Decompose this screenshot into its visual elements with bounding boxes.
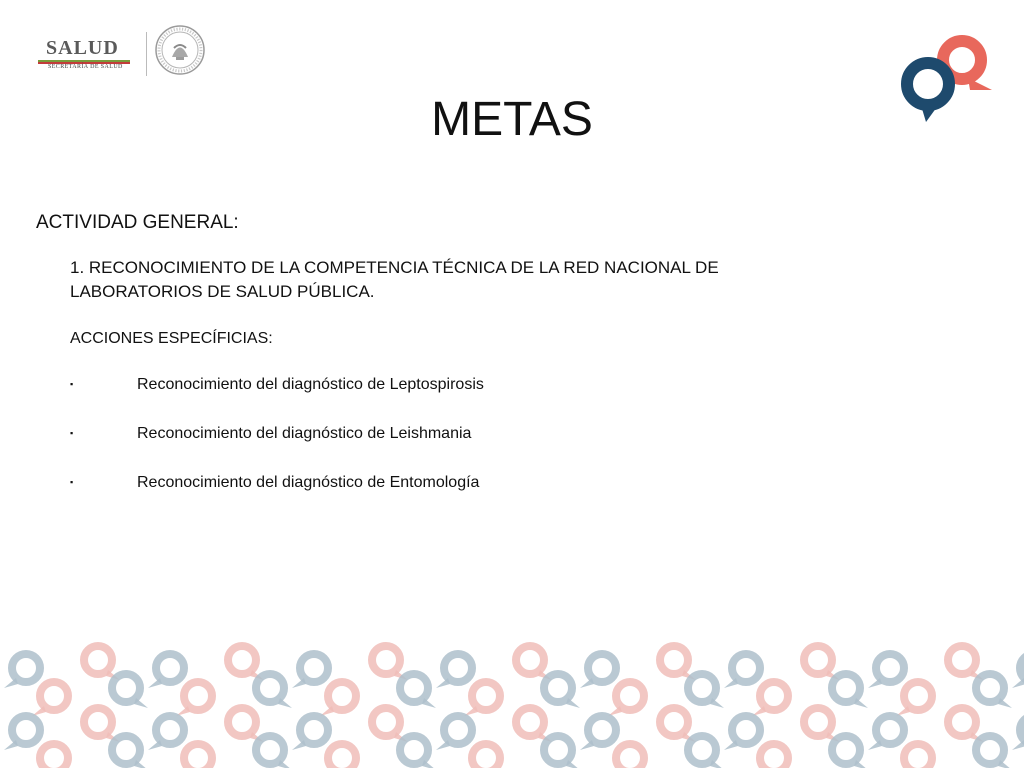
pattern-ring: [876, 716, 904, 744]
pattern-ring: [688, 736, 716, 764]
pattern-ring: [544, 736, 572, 764]
list-item: [36, 425, 936, 474]
pattern-ring-tail: [134, 760, 148, 768]
pattern-ring-tail: [854, 698, 868, 708]
pattern-ring: [732, 654, 760, 682]
pattern-ring: [400, 674, 428, 702]
pattern-ring: [184, 682, 212, 710]
slide-title: METAS: [431, 93, 593, 146]
national-seal-icon: [154, 24, 206, 76]
pattern-ring: [300, 654, 328, 682]
actions-heading: ACCIONES ESPECÍFICIAS:: [70, 330, 273, 347]
pattern-ring: [12, 654, 40, 682]
pattern-ring: [760, 682, 788, 710]
pattern-ring-tail: [148, 740, 162, 750]
pattern-ring: [904, 744, 932, 768]
list-item-text: Reconocimiento del diagnóstico de Entomología: [137, 474, 480, 491]
pattern-ring-tail: [4, 678, 18, 688]
salud-logo-word: SALUD: [46, 37, 119, 59]
activity-item-line-1: 1. RECONOCIMIENTO DE LA COMPETENCIA TÉCNICA DE LA RED NACIONAL DE: [70, 258, 719, 277]
pattern-ring-tail: [566, 760, 580, 768]
pattern-ring: [40, 682, 68, 710]
pattern-ring: [688, 674, 716, 702]
activity-item: [70, 256, 936, 304]
pattern-ring: [832, 674, 860, 702]
pattern-ring: [472, 744, 500, 768]
pattern-ring-tail: [854, 760, 868, 768]
pattern-ring: [112, 674, 140, 702]
pattern-ring: [300, 716, 328, 744]
pattern-ring: [444, 654, 472, 682]
pattern-ring: [112, 736, 140, 764]
pattern-ring-tail: [292, 740, 306, 750]
pattern-ring: [616, 744, 644, 768]
pattern-ring-tail: [1012, 740, 1024, 750]
pattern-ring-tail: [724, 740, 738, 750]
pattern-ring-tail: [580, 678, 594, 688]
pattern-ring-tail: [998, 698, 1012, 708]
pattern-ring: [876, 654, 904, 682]
pattern-ring-tail: [278, 698, 292, 708]
pattern-ring: [516, 646, 544, 674]
pattern-ring: [444, 716, 472, 744]
pattern-ring-tail: [422, 760, 436, 768]
pattern-ring: [156, 654, 184, 682]
activity-heading: ACTIVIDAD GENERAL:: [36, 212, 239, 233]
pattern-ring: [976, 674, 1004, 702]
pattern-ring-tail: [278, 760, 292, 768]
pattern-ring-tail: [710, 698, 724, 708]
pattern-ring-tail: [292, 678, 306, 688]
salud-logo-subtitle: SECRETARÍA DE SALUD: [48, 64, 123, 70]
pattern-ring-tail: [566, 698, 580, 708]
pattern-ring-tail: [868, 678, 882, 688]
pattern-ring: [976, 736, 1004, 764]
pattern-ring: [948, 708, 976, 736]
pattern-ring: [84, 708, 112, 736]
pattern-ring: [588, 654, 616, 682]
pattern-ring: [328, 682, 356, 710]
pattern-ring: [256, 736, 284, 764]
pattern-ring-tail: [134, 698, 148, 708]
pattern-ring-tail: [4, 740, 18, 750]
pattern-ring: [516, 708, 544, 736]
pattern-ring: [804, 646, 832, 674]
pattern-ring: [84, 646, 112, 674]
pattern-ring: [228, 646, 256, 674]
pattern-ring: [832, 736, 860, 764]
pattern-ring: [904, 682, 932, 710]
pattern-ring: [40, 744, 68, 768]
pattern-ring: [804, 708, 832, 736]
pattern-ring: [472, 682, 500, 710]
pattern-ring: [948, 646, 976, 674]
list-item-text: Reconocimiento del diagnóstico de Leishmania: [137, 425, 472, 442]
pattern-ring: [544, 674, 572, 702]
bullet-icon: ▪: [70, 379, 74, 389]
list-item: [36, 376, 936, 425]
pattern-ring-tail: [724, 678, 738, 688]
pattern-ring: [328, 744, 356, 768]
logo-divider: [146, 32, 147, 76]
pattern-ring: [228, 708, 256, 736]
pattern-ring: [184, 744, 212, 768]
pattern-ring: [616, 682, 644, 710]
pattern-ring-tail: [1012, 678, 1024, 688]
list-item: [36, 474, 936, 523]
pattern-ring: [256, 674, 284, 702]
bullet-icon: ▪: [70, 428, 74, 438]
actions-list: [36, 376, 936, 523]
pattern-ring-tail: [710, 760, 724, 768]
list-item-text: Reconocimiento del diagnóstico de Leptospirosis: [137, 376, 484, 393]
pattern-ring: [1020, 716, 1024, 744]
pattern-ring: [12, 716, 40, 744]
activity-item-line-2: LABORATORIOS DE SALUD PÚBLICA.: [70, 282, 375, 301]
pattern-ring-tail: [148, 678, 162, 688]
pattern-ring: [400, 736, 428, 764]
pattern-ring-tail: [436, 740, 450, 750]
pattern-ring-tail: [998, 760, 1012, 768]
salud-logo: [36, 22, 216, 82]
pattern-ring-tail: [422, 698, 436, 708]
pattern-ring: [372, 708, 400, 736]
pattern-ring: [588, 716, 616, 744]
pattern-ring: [660, 646, 688, 674]
pattern-ring-tail: [436, 678, 450, 688]
pattern-ring: [732, 716, 760, 744]
pattern-ring-tail: [580, 740, 594, 750]
pattern-ring: [760, 744, 788, 768]
pattern-ring: [156, 716, 184, 744]
pattern-ring: [660, 708, 688, 736]
pattern-ring-tail: [868, 740, 882, 750]
pattern-ring: [372, 646, 400, 674]
bullet-icon: ▪: [70, 477, 74, 487]
slide-content: [36, 212, 936, 523]
pattern-ring: [1020, 654, 1024, 682]
decorative-ring-pattern: [0, 628, 1024, 768]
